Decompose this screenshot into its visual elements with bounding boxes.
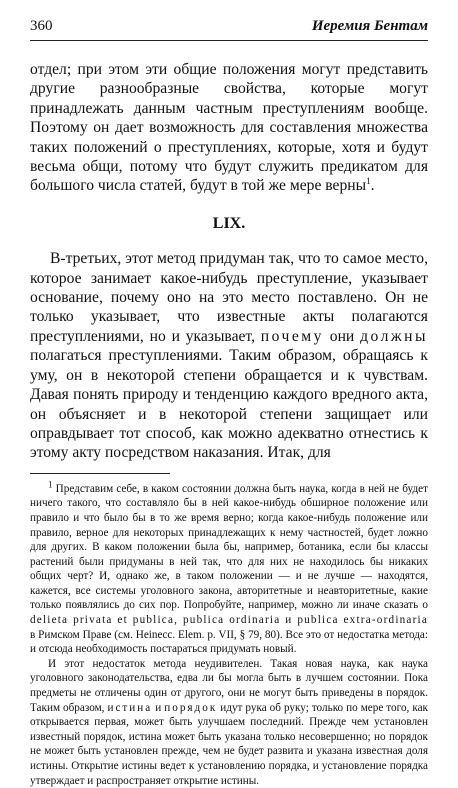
emphasis-spaced: истина xyxy=(107,701,153,714)
page-body xyxy=(30,60,428,788)
emphasis-spaced: почему xyxy=(260,327,324,345)
emphasis-spaced: delieta privata et publica, publica ordinaria и publica extra-ordinaria xyxy=(30,614,428,627)
footnote-marker: 1 xyxy=(48,478,53,489)
running-title: Иеремия Бентам xyxy=(311,18,428,34)
emphasis-spaced: порядок xyxy=(164,701,218,714)
paragraph-section-lix: В-третьих, этот метод придуман так, что то самое место, которое занимает какое-нибудь преступление, указывает основание, почему оно на это место поставлено. Он не только указывает, что известные акты полагаются преступлениями, но и указывает, почему они должны полагаться преступлениями. Таким образом, обращаясь к уму, он в некоторой степени обращается и к чувствам. Давая понять природу и тенденцию каждого вредного акта, он объясняет и в некоторой степени защищает или оправдывает тот способ, как можно адекватно отнестись к этому акту посредством наказания. Итак, для xyxy=(30,250,428,462)
footnote-divider xyxy=(30,473,170,474)
page-number: 360 xyxy=(30,18,53,34)
footnote-reference: 1 xyxy=(366,176,371,187)
footnote-paragraph: И этот недостаток метода неудивителен. Такая новая наука, как наука уголовного законодательства, едва ли бы могла быть в лучшем состоянии. Пока предметы не отличены один от другого, они не могут быть приведены в порядок. Таким образом, истина и порядок идут рука об руку; только по мере того, как открывается первая, может быть улучшаем последний. Прежде чем установлен известный порядок, истина может быть указана только несовершенно; но порядок не может быть установлен прежде, чем не будет развита и указана известная доля истины. Открытие истины ведет к установлению порядка, и установление порядка утверждает и распространяет открытие истины. xyxy=(30,657,428,787)
page-header xyxy=(30,14,428,41)
section-heading: LIX. xyxy=(212,214,246,232)
footnote xyxy=(30,478,428,788)
footnote-paragraph: $^1$ Представим себе, в каком состоянии должна быть наука, когда в ней не будет ничего такого, что составляло бы в ней какое-нибудь обширное положение или правило и что было бы в то же время верно; когда какое-нибудь положение или правило, верное для некоторых принадлежащих к нему частностей, будет ложно для других. В каком положении была бы, например, ботаника, если бы классы растений были придуманы в ней так, что для них не находилось бы никаких общих черт? И, однако же, в таком положении — и не лучше — находятся, кажется, все системы уголовного закона, авторитетные и неавторитетные, какие только появлялись до сих пор. Попробуйте, например, можно ли иначе сказать о delieta privata et publica, publica ordinaria и publica extra-ordinaria в Римском Праве (см. Heinecc. Elem. p. VII, § 79, 80). Все это от недостатка метода: и отсюда необходимость постараться придумать новый. xyxy=(30,478,428,656)
emphasis-spaced: должны xyxy=(360,327,428,345)
paragraph-continued: отдел; при этом эти общие положения могут представить другие разнообразные свойства, которые могут принадлежать данным частным преступлениям вообще. Поэтому он дает возможность для составления множества таких положений о преступлениях, которые, хотя и будут весьма общи, потому что будут служить предикатом для большого числа статей, будут в той же мере верны$^1$. xyxy=(30,61,428,195)
main-text xyxy=(30,60,428,463)
